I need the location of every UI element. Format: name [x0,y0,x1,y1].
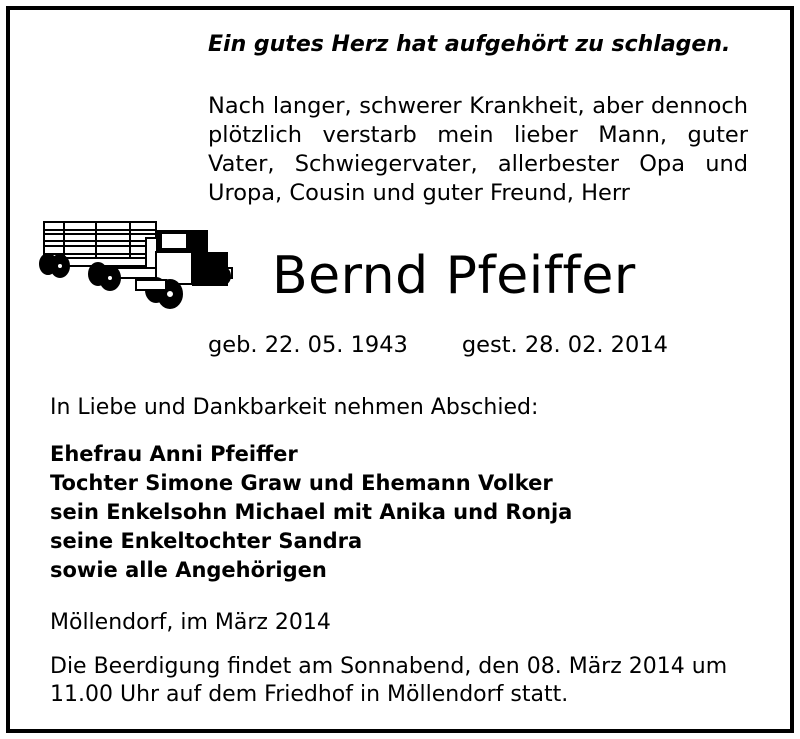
intro-heading: Ein gutes Herz hat aufgehört zu schlagen. [208,32,731,57]
place-date: Möllendorf, im März 2014 [50,610,331,635]
funeral-line-1: Die Beerdigung findet am Sonnabend, den 08. März 2014 um [50,654,728,679]
death-date: gest. 28. 02. 2014 [461,332,668,358]
mourners-list [50,440,572,585]
life-dates [208,332,668,358]
birth-date: geb. 22. 05. 1943 [208,332,408,358]
mourner-line: sein Enkelsohn Michael mit Anika und Ronja [50,500,573,524]
funeral-line-2: 11.00 Uhr auf dem Friedhof in Möllendorf statt. [50,682,569,707]
deceased-name: Bernd Pfeiffer [272,246,636,306]
mourner-line: sowie alle Angehörigen [50,558,327,582]
mourner-line: Ehefrau Anni Pfeiffer [50,442,298,466]
mourner-line: Tochter Simone Graw und Ehemann Volker [50,471,553,495]
intro-text: Nach langer, schwerer Krankheit, aber dennoch plötzlich verstarb mein lieber Mann, guter Vater, Schwiegervater, allerbester Opa und Uropa, Cousin und guter Freund, Herr [208,93,748,206]
farewell-text: In Liebe und Dankbarkeit nehmen Abschied: [50,395,539,420]
toy-truck-icon [36,216,246,312]
mourner-line: seine Enkeltochter Sandra [50,529,363,553]
funeral-info [50,653,727,709]
